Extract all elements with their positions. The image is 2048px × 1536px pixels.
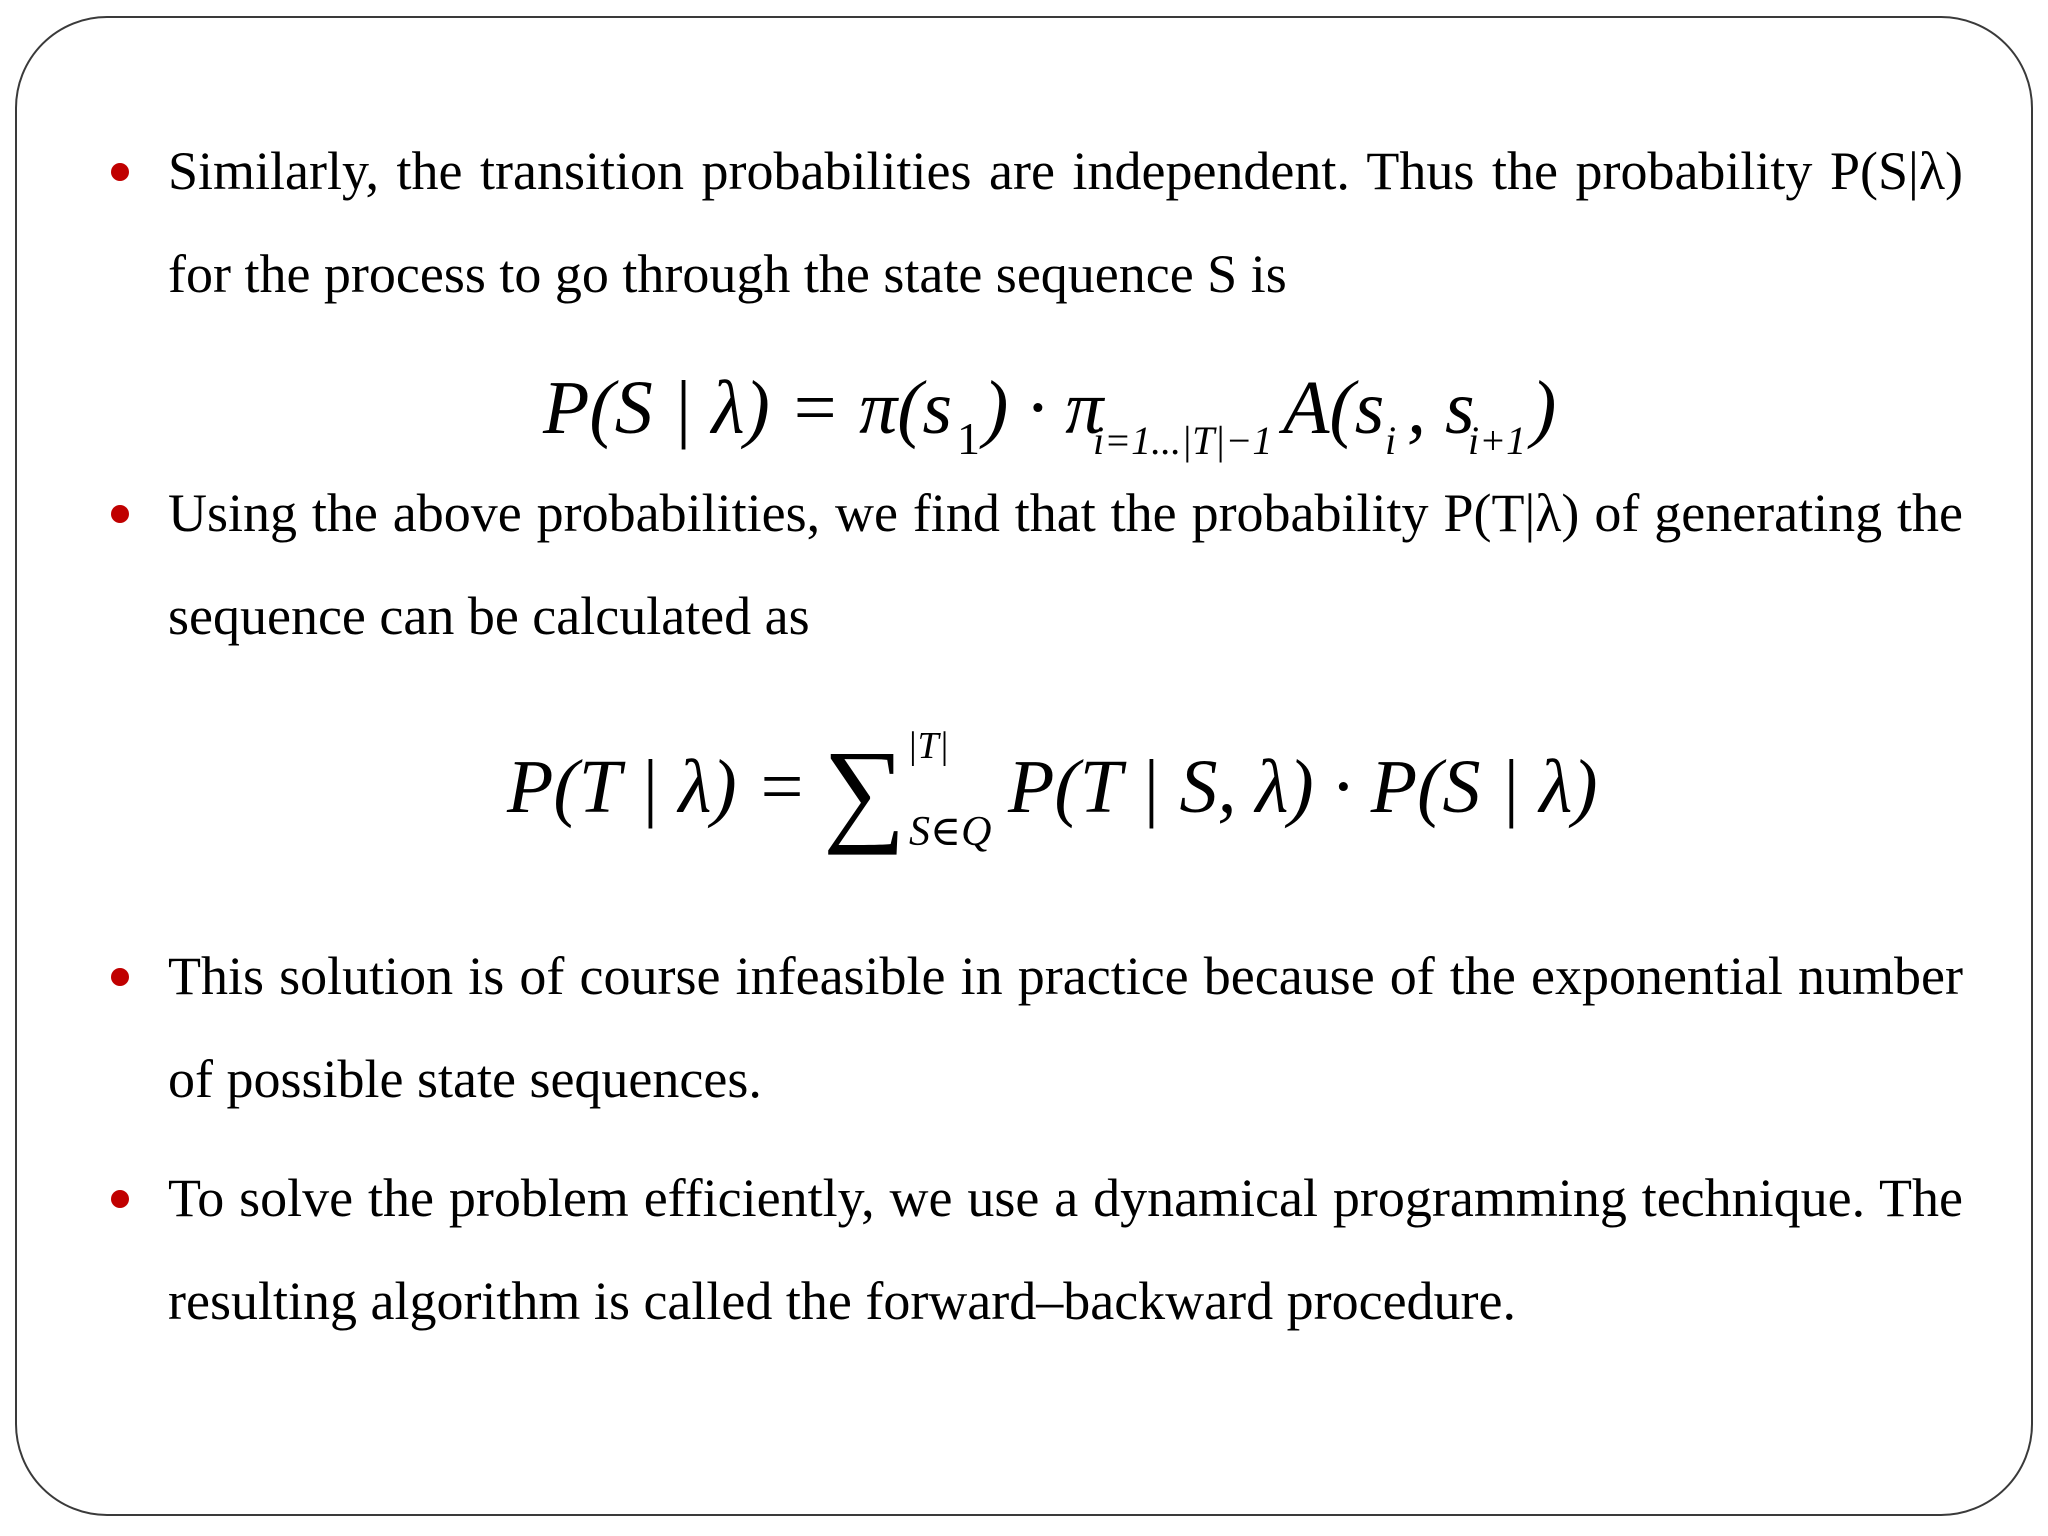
bullet-text-3: This solution is of course infeasible in practice because of the exponential number of possible state sequences. <box>168 946 1963 1109</box>
eq2-rhs: P(T | S, λ) · P(S | λ) <box>1008 745 1598 829</box>
bullet-text-1: Similarly, the transition probabilities are independent. Thus the probability P(S|λ) for the process to go through the state sequence S is <box>168 141 1963 304</box>
eq1-product-range: i=1...|T|−1 <box>1093 418 1273 463</box>
bullet-text-2: Using the above probabilities, we find that the probability P(T|λ) of generating the sequence can be calculated as <box>168 483 1963 646</box>
eq1-close: ) <box>1531 366 1557 450</box>
eq1-sub-i: i <box>1385 418 1397 463</box>
eq2-lhs: P(T | λ) = <box>507 745 808 829</box>
eq1-rhs: A(s <box>1283 366 1385 450</box>
bullet-dot-3 <box>111 968 129 986</box>
eq1-lhs: P(S | λ) = π(s <box>543 366 953 450</box>
eq2-sigma-sub: S∈Q <box>909 809 992 855</box>
bullet-dot-2 <box>111 505 129 523</box>
bullet-text-4: To solve the problem efficiently, we use a dynamical programming technique. The resulting algorithm is called the forward–backward procedure. <box>168 1168 1963 1331</box>
eq1-comma: , s <box>1407 366 1475 450</box>
bullet-dot-4 <box>111 1190 129 1208</box>
eq2-sigma-sup: |T| <box>907 725 950 767</box>
eq2-sigma: ∑ <box>823 728 906 856</box>
eq1-sub-1: 1 <box>957 413 980 464</box>
bullet-dot-1 <box>111 163 129 181</box>
eq1-mid: ) · π <box>983 366 1104 450</box>
eq1-sub-i-plus-1: i+1 <box>1468 418 1527 463</box>
equation-sequence-probability <box>0 720 2048 880</box>
